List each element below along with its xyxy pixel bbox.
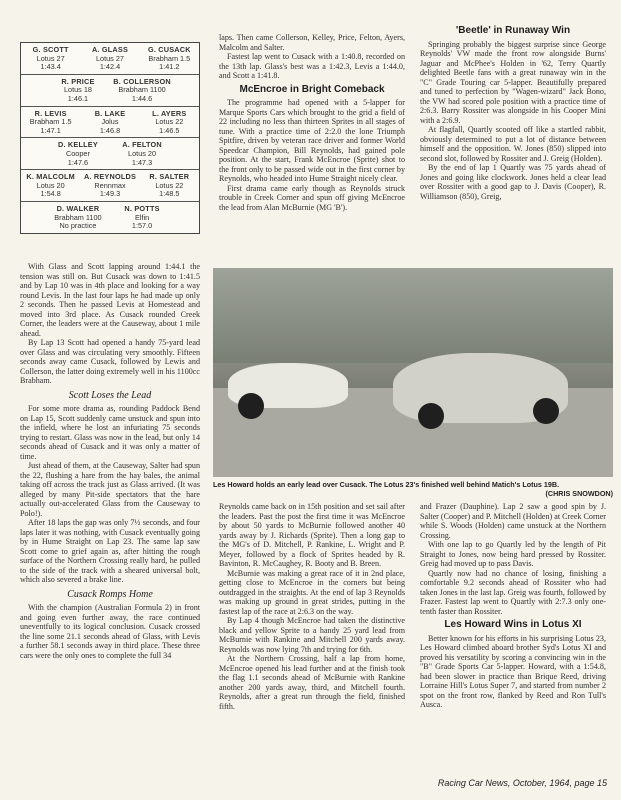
grid-cell-time: No practice: [59, 221, 97, 231]
starting-grid-table: [20, 42, 200, 234]
paragraph: With Glass and Scott lapping around 1:44.1 the tension was still on. But Cusack was down to 1:41.5 and by Lap 10 was in 4th place and looking for a way round Levis. In the last four laps he had made up only 2 seconds. Then he passed Levis at Homestead and moved into 3rd place. As Cusack rounded Creek Corner, the leaders were at the Causeway, about 1 mile ahead.: [20, 262, 200, 338]
paragraph: The programme had opened with a 5-lapper for Marque Sports Cars which brought to the grid a field of 22 including no less than thirteen Sprites in all stages of tune. With a practice time of 2:2.0 the lone Triumph Spitfire, driven by veteran race driver and former World Speedcar Champion, Bill Reynolds, had gained pole position. At the start, Frank McEncroe (Sprite) shot to the front only to be passed wide out in the first corner by Reynolds, who headed into Hume Straight nicely clear.: [219, 98, 405, 183]
grid-cell-time: 1:42.4: [99, 62, 121, 72]
grid-cell: [46, 75, 110, 106]
grid-cell-car: Jolus: [101, 117, 119, 127]
grid-cell-name: K. MALCOLM: [26, 172, 75, 182]
grid-cell-time: 1:47.1: [40, 125, 61, 135]
grid-cell-car: Lotus 20: [128, 148, 157, 158]
grid-cell: [80, 43, 139, 74]
paragraph: With the champion (Australian Formula 2) in front and going even further away, the race continued uneventfully to its logical conclusion. Cusack crossed the line some 21.1 seconds ahead of Glass, with Levis a further 58.1 seconds away in third place. These three cars were the only ones to complete the full 34: [20, 603, 200, 660]
grid-cell: [21, 170, 80, 201]
grid-cell-name: G. CUSACK: [147, 45, 191, 54]
paragraph: By Lap 13 Scott had opened a handy 75-yard lead over Glass and was circulating very smoothly. Fifteen seconds away came Cusack, followed by Lewis and Collerson, the latter doing extremely well in his 1100cc Brabham.: [20, 338, 200, 385]
paragraph: At flagfall, Quartly scooted off like a startled rabbit, obviously determined to put a lot of distance between himself and the opposition. W. Jones (850) slipped into second slot, followed by Rossiter and J. Greig (Holden).: [420, 125, 606, 163]
grid-cell: [21, 43, 80, 74]
grid-cell-time: 1:49.3: [99, 189, 121, 199]
column-2-bottom: [219, 502, 405, 711]
grid-row: [21, 138, 199, 170]
paragraph: By the end of lap 1 Quartly was 75 yards ahead of Jones and going like clockwork. Jones held a clear lead over Rossiter with a good gap to J. Davis (Cooper), R. Williamson (850), Greig,: [420, 163, 606, 201]
grid-cell-name: N. POTTS: [124, 203, 160, 213]
column-3-bottom: [420, 502, 606, 710]
page-footer: Racing Car News, October, 1964, page 15: [437, 778, 607, 788]
grid-cell: [46, 138, 110, 169]
grid-cell-time: 1:48.5: [159, 189, 180, 199]
grid-cell-car: Brabham 1100: [54, 212, 102, 222]
grid-cell-car: Lotus 22: [155, 117, 184, 127]
grid-cell: [110, 75, 174, 106]
subheading-scott-loses-lead: Scott Loses the Lead: [68, 389, 152, 401]
grid-cell-car: Brabham 1.5: [148, 53, 191, 63]
grid-cell-name: R. SALTER: [149, 172, 190, 182]
grid-cell-time: 1:54.8: [40, 189, 61, 199]
subheading-cusack-romps-home: Cusack Romps Home: [67, 588, 153, 600]
grid-cell-name: R. PRICE: [61, 76, 95, 86]
grid-row: [21, 43, 199, 75]
grid-row: [21, 107, 199, 139]
paragraph: and Frazer (Dauphine). Lap 2 saw a good spin by J. Salter (Cooper) and P. Mitchell (Holden) at Creek Corner while S. Woods (Holden) came unstuck at the Northern Crossing.: [420, 502, 606, 540]
grid-cell-name: R. LEVIS: [34, 108, 67, 118]
grid-cell-name: A. GLASS: [91, 45, 129, 54]
grid-cell: [21, 107, 80, 138]
heading-beetle-runaway-win: 'Beetle' in Runaway Win: [455, 25, 571, 36]
paragraph: Better known for his efforts in his surprising Lotus 23, Les Howard climbed aboard brother Syd's Lotus XI and proved his versatility by scoring a convincing win in the "B" Grade Sports Car 5-lapper. Howard, with a 1:54.8, had been slower in practice than Brique Reed, driving Lorraine Hill's Lotus Super 7, and started from number 2 spot on the front row, flanked by Reed and Ron Tull's Ausca.: [420, 633, 606, 709]
race-photo: [213, 268, 613, 477]
caption-text: Les Howard holds an early lead over Cusack. The Lotus 23's finished well behind Matich's Lotus 19B.: [213, 480, 560, 489]
grid-row: [21, 75, 199, 107]
grid-cell: [110, 138, 174, 169]
grid-cell-name: L. AYERS: [152, 108, 187, 118]
heading-howard-wins: Les Howard Wins in Lotus XI: [444, 619, 582, 630]
grid-cell-time: 1:47.6: [67, 157, 89, 167]
grid-cell: [140, 170, 199, 201]
paragraph: Just ahead of them, at the Causeway, Salter had spun the 22, flushing a hare from the hay bales, the animal taking off across the track just as Glass arrived. (It was alleged by many Pit-side spectators that the hare actually out-accelerated Glass from the Causeway to Polo!).: [20, 461, 200, 518]
grid-cell-car: Lotus 20: [36, 180, 65, 190]
grid-cell-name: G. SCOTT: [32, 45, 69, 54]
paragraph: At the Northern Crossing, half a lap from home, McEncroe opened his lead further and at the finish took the flag 1.1 seconds ahead of McBurnie with Rankine another 200 yards away, third, and Mitchell fourth. Reynolds, after a great run through the field, finished fifth.: [219, 654, 405, 711]
grid-cell-time: 1:46.1: [67, 93, 89, 103]
photo-wheel: [238, 393, 264, 419]
grid-cell-time: 1:41.2: [159, 62, 180, 72]
grid-cell: [80, 107, 139, 138]
photo-wheel: [533, 398, 559, 424]
column-3-top: [420, 22, 606, 201]
paragraph: For some more drama as, rounding Paddock Bend on Lap 15, Scott suddenly came unstuck and spun into the infield, where he lost an infuriating 75 seconds trying to restart. Glass was now in the lead, but only 14 seconds ahead of Cusack and it was only a matter of time.: [20, 404, 200, 461]
paragraph: McBurnie was making a great race of it in 2nd place, getting close to McEncroe in the corners but being outdragged in the straights. At the end of lap 3 Reynolds was making up ground in great strides, putting in the fastest lap of the race at 2:6.3 on the way.: [219, 568, 405, 616]
grid-cell-time: 1:44.6: [131, 93, 153, 103]
photo-credit: (CHRIS SNOWDON): [545, 489, 613, 498]
grid-cell-car: Lotus 18: [63, 85, 92, 95]
paragraph: After 18 laps the gap was only 7½ seconds, and four laps later it was nothing, with Cusack eventually going by in Hume Straight on Lap 23. The same lap saw Scott come to grief again as, after hitting the rough surface of the Northern Crossing really hard, he pulled to the side of the track with a sheared universal bolt, which also severed a brake line.: [20, 518, 200, 584]
grid-row: [21, 202, 199, 233]
paragraph: Fastest lap went to Cusack with a 1:40.8, recorded on the 13th lap. Glass's best was a 1:42.3, Levis a 1:44.0, and Scott a 1:41.8.: [219, 52, 405, 80]
grid-cell-time: 1:46.8: [99, 125, 121, 135]
paragraph: Springing probably the biggest surprise since George Reynolds' VW made the front row alongside Burns' Jaguar and McPhee's Holden in '62, Terry Quartly delighted Beetle fans with a great runaway win in the "C" Grade Touring car 5-lapper. Beautifully prepared and tuned to perfection by "Wagen-wizard" Jack Bono, the VW had scored pole position with a practice time of 2:6.3. Barry Rossiter was alongside in his Cooper Mini with a 2:6.9.: [420, 39, 606, 125]
grid-cell: [140, 107, 199, 138]
grid-cell-car: Lotus 27: [36, 53, 65, 63]
paragraph: First drama came early though as Reynolds struck trouble in Creek Corner and spun off giving McEncroe the lead from Alan McBurnie (MG 'B').: [219, 183, 405, 212]
grid-cell-time: 1:47.3: [131, 157, 153, 167]
grid-cell-name: B. COLLERSON: [113, 76, 171, 86]
photo-wheel: [418, 403, 444, 429]
grid-row: [21, 170, 199, 202]
grid-cell-name: D. WALKER: [56, 203, 100, 213]
photo-trees: [213, 268, 613, 363]
grid-cell: [46, 202, 110, 233]
column-2-top: [219, 33, 405, 212]
grid-cell-car: Rennmax: [94, 180, 126, 190]
grid-cell-car: Cooper: [65, 148, 90, 158]
grid-cell-car: Brabham 1.5: [29, 117, 72, 127]
grid-cell-car: Lotus 22: [155, 180, 184, 190]
grid-cell: [140, 43, 199, 74]
grid-cell-car: Brabham 1100: [118, 85, 166, 95]
grid-cell-car: Elfin: [134, 212, 150, 222]
grid-cell-time: 1:57.0: [131, 221, 153, 231]
paragraph: laps. Then came Collerson, Kelley, Price, Felton, Ayers, Malcolm and Salter.: [219, 33, 405, 52]
grid-cell-time: 1:46.5: [159, 125, 180, 135]
grid-cell: [110, 202, 174, 233]
paragraph: Quartly now had no chance of losing, finishing a comfortable 9.2 seconds ahead of Rossiter who had taken Jones in the last lap. Greig was fourth, followed by Frazer. Fastest lap went to Quartly with 2:7.3 only one-tenth faster than Rossiter.: [420, 568, 606, 616]
paragraph: Reynolds came back on in 15th position and set sail after the leaders. Past the post the first time it was McEncroe by about 50 yards to McBurnie followed another 40 yards away by J. Richards (Sprite). Then a long gap to the MG's of D. Mitchell, P. Rankine, L. Wright and P. Meyer, followed by a flock of Sprites headed by R. Bavinton, R. McCaughey, R. Booty and B. Breen.: [219, 502, 405, 568]
grid-cell-name: B. LAKE: [94, 108, 126, 118]
grid-cell-name: D. KELLEY: [57, 140, 98, 150]
paragraph: With one lap to go Quartly led by the length of Pit Straight to Jones, now being hard pressed by Rossiter. Greig had moved up to pass Davis.: [420, 540, 606, 568]
grid-cell-name: A. FELTON: [122, 140, 162, 150]
grid-cell: [80, 170, 139, 201]
grid-cell-car: Lotus 27: [95, 53, 124, 63]
heading-mcencroe-comeback: McEncroe in Bright Comeback: [239, 83, 385, 95]
photo-caption: [213, 480, 613, 498]
grid-cell-name: A. REYNOLDS: [83, 172, 137, 182]
column-1: [20, 262, 200, 660]
grid-cell-time: 1:43.4: [40, 62, 61, 72]
paragraph: By Lap 4 though McEncroe had taken the distinctive black and yellow Sprite to a handy 25 yard lead from McBurnie with Rankine and Mitchell 200 yards away. Reynolds was now lying 7th and trying for 6th.: [219, 616, 405, 654]
